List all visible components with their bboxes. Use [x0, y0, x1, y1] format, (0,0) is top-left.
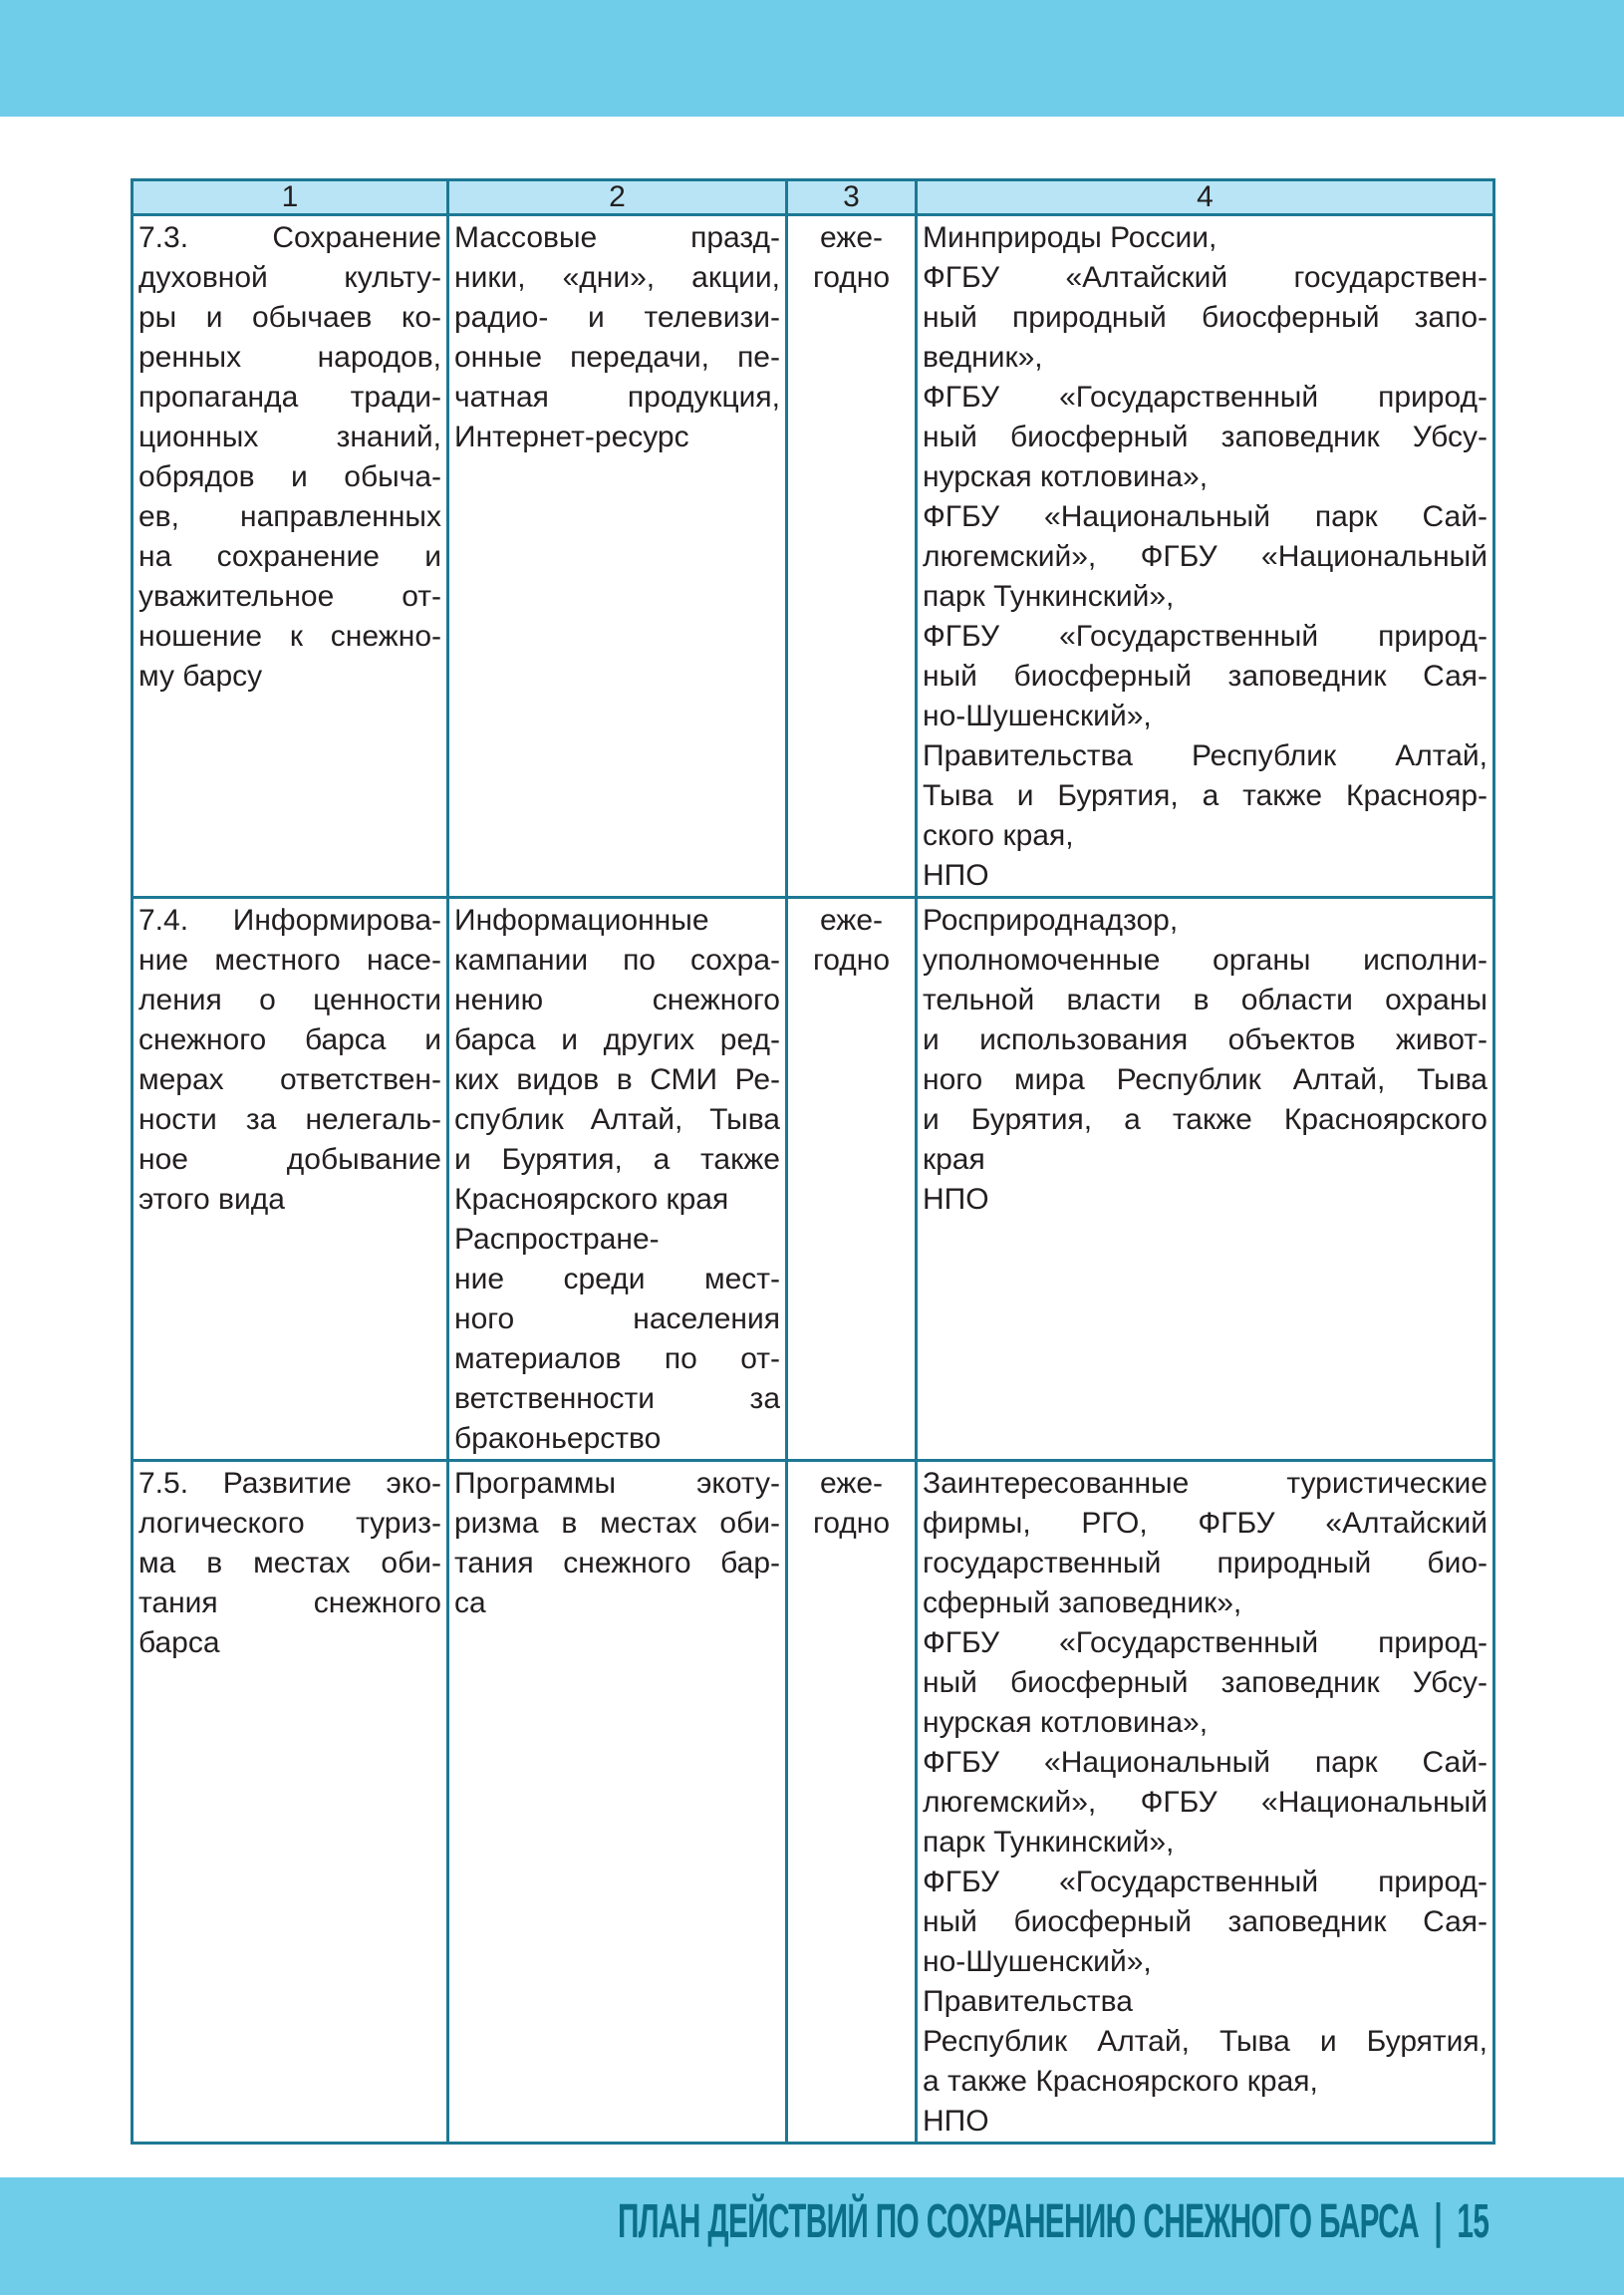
activity-cell [448, 215, 787, 898]
cell-line: обрядов и обыча- [138, 460, 441, 493]
timing-cell [787, 898, 917, 1461]
cell-line: ФГБУ «Алтайский государствен- [923, 261, 1488, 294]
cell-line: 7.5. Развитие эко- [138, 1467, 441, 1500]
cell-line: ного населения [454, 1302, 780, 1335]
cell-line: парк Тункинский», [923, 1826, 1175, 1859]
cell-line: духовной культу- [138, 261, 441, 294]
cell-line: ние среди мест- [454, 1263, 780, 1295]
cell-line: ФГБУ «Государственный природ- [923, 1626, 1488, 1659]
cell-line: Республик Алтай, Тыва и Бурятия, [923, 2025, 1488, 2058]
cell-line: уважительное от- [138, 580, 441, 613]
cell-line: ского края, [923, 819, 1074, 852]
cell-line: люгемский», ФГБУ «Национальный [923, 1786, 1488, 1819]
cell-line: и Бурятия, а также [454, 1143, 780, 1176]
cell-line: еже- [819, 221, 884, 254]
cell-line: и использования объектов живот- [923, 1023, 1488, 1056]
cell-line: радио- и телевизи- [454, 301, 780, 334]
cell-line: годно [812, 261, 891, 294]
cell-line: годно [812, 944, 891, 977]
cell-line: ФГБУ «Национальный парк Сай- [923, 1746, 1488, 1779]
cell-line: Тыва и Бурятия, а также Краснояр- [923, 779, 1488, 812]
cell-line: фирмы, РГО, ФГБУ «Алтайский [923, 1507, 1488, 1540]
cell-line: Массовые празд- [454, 221, 780, 254]
cell-line: ризма в местах оби- [454, 1507, 780, 1540]
cell-line: но-Шушенский», [923, 1945, 1152, 1978]
cell-line: Правительства [923, 1985, 1133, 2018]
document-title: ПЛАН ДЕЙСТВИЙ ПО СОХРАНЕНИЮ СНЕЖНОГО БАРСА [618, 2195, 1420, 2248]
measure-cell [133, 1461, 448, 2144]
column-header: 1 [133, 180, 448, 215]
cell-line: Информационные [454, 904, 709, 937]
cell-line: НПО [923, 2105, 989, 2138]
cell-line: тельной власти в области охраны [923, 984, 1488, 1016]
table-row [133, 215, 1494, 898]
cell-line: ники, «дни», акции, [454, 261, 780, 294]
page-number: 15 [1457, 2195, 1489, 2248]
cell-line: Минприроды России, [923, 221, 1218, 254]
cell-line: этого вида [138, 1183, 285, 1216]
table-row [133, 1461, 1494, 2144]
responsible-cell [917, 1461, 1494, 2144]
timing-cell [787, 215, 917, 898]
cell-line: и Бурятия, а также Красноярского [923, 1103, 1488, 1136]
cell-line: ренных народов, [138, 341, 441, 374]
responsible-cell [917, 898, 1494, 1461]
cell-line: тания снежного [138, 1586, 441, 1619]
cell-line: му барсу [138, 660, 263, 693]
column-header: 2 [448, 180, 787, 215]
cell-line: ких видов в СМИ Ре- [454, 1063, 780, 1096]
cell-line: ный биосферный заповедник Убсу- [923, 1666, 1488, 1699]
cell-line: еже- [819, 1467, 884, 1500]
cell-line: ры и обычаев ко- [138, 301, 441, 334]
timing-cell [787, 1461, 917, 2144]
cell-line: 7.4. Информирова- [138, 904, 441, 937]
cell-line: сферный заповедник», [923, 1586, 1242, 1619]
action-plan-table [131, 178, 1495, 2145]
column-header: 4 [917, 180, 1494, 215]
cell-line: ности за нелегаль- [138, 1103, 441, 1136]
footer-title [618, 2194, 1489, 2249]
cell-line: Программы экоту- [454, 1467, 780, 1500]
responsible-cell [917, 215, 1494, 898]
cell-line: на сохранение и [138, 540, 441, 573]
cell-line: парк Тункинский», [923, 580, 1175, 613]
cell-line: Заинтересованные туристические [923, 1467, 1488, 1500]
cell-line: края [923, 1143, 985, 1176]
cell-line: Росприроднадзор, [923, 904, 1179, 937]
cell-line: ношение к снежно- [138, 620, 441, 653]
cell-line: ма в местах оби- [138, 1547, 441, 1579]
cell-line: тания снежного бар- [454, 1547, 780, 1579]
measure-cell [133, 898, 448, 1461]
cell-line: чатная продукция, [454, 381, 780, 414]
cell-line: ведник», [923, 341, 1043, 374]
cell-line: нению снежного [454, 984, 780, 1016]
cell-line: пропаганда тради- [138, 381, 441, 414]
cell-line: онные передачи, пе- [454, 341, 780, 374]
cell-line: Правительства Республик Алтай, [923, 739, 1488, 772]
cell-line: ное добывание [138, 1143, 441, 1176]
cell-line: люгемский», ФГБУ «Национальный [923, 540, 1488, 573]
table-row [133, 898, 1494, 1461]
cell-line: барса и других ред- [454, 1023, 780, 1056]
cell-line: са [454, 1586, 486, 1619]
activity-cell [448, 898, 787, 1461]
cell-line: барса [138, 1626, 220, 1659]
cell-line: нурская котловина», [923, 1706, 1209, 1739]
cell-line: ФГБУ «Национальный парк Сай- [923, 500, 1488, 533]
activity-cell [448, 1461, 787, 2144]
cell-line: ционных знаний, [138, 421, 441, 453]
top-color-band [0, 0, 1624, 117]
cell-line: мерах ответствен- [138, 1063, 441, 1096]
cell-line: ный биосферный заповедник Сая- [923, 1905, 1488, 1938]
cell-line: ев, направленных [138, 500, 441, 533]
cell-line: материалов по от- [454, 1342, 780, 1375]
cell-line: ФГБУ «Государственный природ- [923, 381, 1488, 414]
cell-line: уполномоченные органы исполни- [923, 944, 1488, 977]
cell-line: ления о ценности [138, 984, 441, 1016]
cell-line: спублик Алтай, Тыва [454, 1103, 780, 1136]
cell-line: снежного барса и [138, 1023, 441, 1056]
cell-line: государственный природный био- [923, 1547, 1488, 1579]
cell-line: Красноярского края [454, 1183, 729, 1216]
cell-line: ный природный биосферный запо- [923, 301, 1488, 334]
cell-line: кампании по сохра- [454, 944, 780, 977]
cell-line: а также Красноярского края, [923, 2065, 1318, 2098]
cell-line: ного мира Республик Алтай, Тыва [923, 1063, 1488, 1096]
cell-line: но-Шушенский», [923, 700, 1152, 732]
cell-line: Распростране- [454, 1223, 660, 1256]
cell-line: НПО [923, 859, 989, 892]
cell-line: нурская котловина», [923, 460, 1209, 493]
cell-line: ФГБУ «Государственный природ- [923, 620, 1488, 653]
cell-line: ветственности за [454, 1382, 780, 1415]
cell-line: еже- [819, 904, 884, 937]
table-header-row [133, 180, 1494, 215]
cell-line: логического туриз- [138, 1507, 441, 1540]
cell-line: НПО [923, 1183, 989, 1216]
separator: | [1434, 2195, 1443, 2248]
cell-line: годно [812, 1507, 891, 1540]
cell-line: ФГБУ «Государственный природ- [923, 1865, 1488, 1898]
column-header: 3 [787, 180, 917, 215]
cell-line: браконьерство [454, 1422, 662, 1455]
cell-line: ный биосферный заповедник Убсу- [923, 421, 1488, 453]
cell-line: Интернет-ресурс [454, 421, 689, 453]
cell-line: 7.3. Сохранение [138, 221, 441, 254]
measure-cell [133, 215, 448, 898]
cell-line: ный биосферный заповедник Сая- [923, 660, 1488, 693]
cell-line: ние местного насе- [138, 944, 441, 977]
